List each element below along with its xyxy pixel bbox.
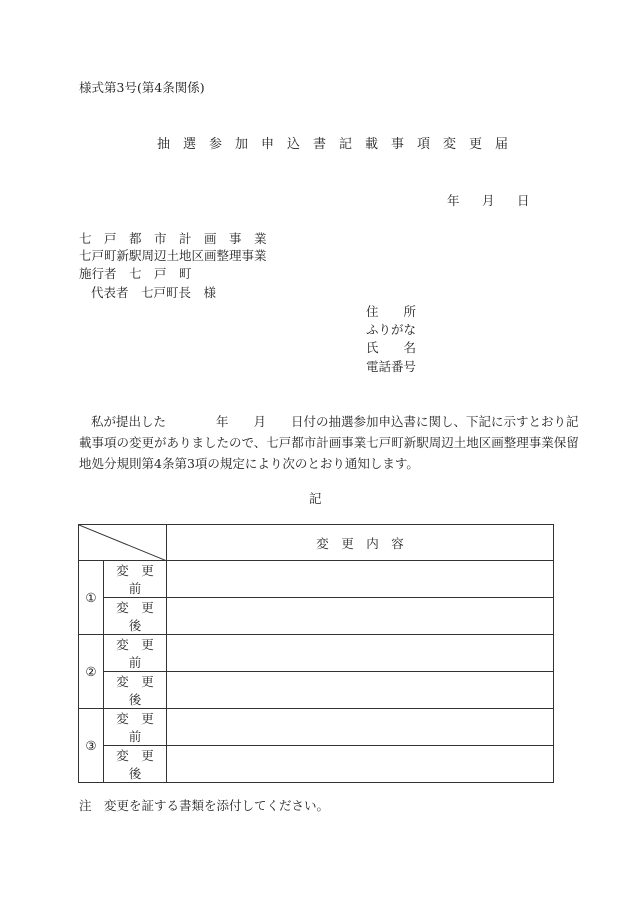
table-row (79, 709, 554, 746)
table-row (79, 598, 554, 635)
applicant-furigana-label: ふりがな (366, 322, 417, 337)
attachment-note: 注 変更を証する書類を添付してください。 (79, 798, 330, 813)
table-header-row (79, 525, 554, 561)
table-row (79, 672, 554, 709)
before-label: 変 更 前 (104, 635, 167, 672)
before-label: 変 更 前 (104, 561, 167, 598)
after-label: 変 更 後 (104, 672, 167, 709)
applicant-address-label: 住 所 (366, 304, 417, 319)
before-label: 変 更 前 (104, 709, 167, 746)
body-line-2: 載事項の変更がありましたので、七戸都市計画事業七戸町新駅周辺土地区画整理事業保留 (79, 435, 579, 450)
header-diagonal-cell (79, 525, 167, 561)
table-row (79, 635, 554, 672)
date-year: 年 (447, 193, 460, 208)
addressee-project: 七 戸 都 市 計 画 事 業 (79, 231, 267, 246)
addressee-representative: 代表者 七戸町長 様 (91, 285, 217, 300)
document-title: 抽 選 参 加 申 込 書 記 載 事 項 変 更 届 (157, 137, 509, 152)
addressee-executor: 施行者 七 戸 町 (79, 266, 192, 281)
before-content-cell[interactable] (167, 635, 554, 672)
after-content-cell[interactable] (167, 746, 554, 783)
table-row (79, 561, 554, 598)
group-number: ② (79, 635, 104, 709)
body-line-3: 地処分規則第4条第3項の規定により次のとおり通知します。 (79, 456, 419, 471)
before-content-cell[interactable] (167, 561, 554, 598)
addressee-project-name: 七戸町新駅周辺土地区画整理事業 (79, 248, 267, 263)
group-number: ① (79, 561, 104, 635)
before-content-cell[interactable] (167, 709, 554, 746)
change-table (78, 524, 554, 783)
table-row (79, 746, 554, 783)
applicant-name-label: 氏 名 (366, 340, 417, 355)
applicant-phone-label: 電話番号 (366, 359, 417, 374)
body-line-1: 私が提出した 年 月 日付の抽選参加申込書に関し、下記に示すとおり記 (91, 414, 579, 429)
ki-heading: 記 (309, 491, 322, 506)
date-day: 日 (517, 193, 530, 208)
after-label: 変 更 後 (104, 598, 167, 635)
after-content-cell[interactable] (167, 598, 554, 635)
date-month: 月 (482, 193, 495, 208)
diagonal-line (79, 525, 167, 561)
header-change-contents: 変 更 内 容 (167, 525, 554, 561)
group-number: ③ (79, 709, 104, 783)
after-content-cell[interactable] (167, 672, 554, 709)
after-label: 変 更 後 (104, 746, 167, 783)
form-number: 様式第3号(第4条関係) (79, 80, 205, 95)
